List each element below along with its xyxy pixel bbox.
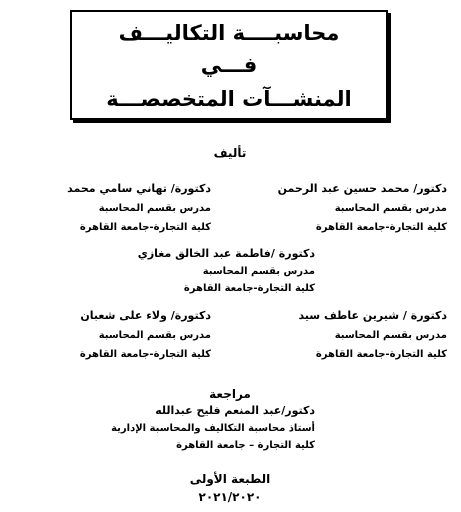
author-affiliation: كلية التجارة-جامعة القاهرة bbox=[315, 222, 447, 233]
author-affiliation: كلية التجارة-جامعة القاهرة bbox=[183, 283, 315, 294]
author-position: مدرس بقسم المحاسبة bbox=[98, 203, 211, 214]
author-name: دكتورة /فاطمة عبد الخالق مغازي bbox=[137, 247, 315, 260]
author-position: مدرس بقسم المحاسبة bbox=[334, 203, 447, 214]
author-position: مدرس بقسم المحاسبة bbox=[202, 266, 315, 277]
title-line-3: المنشـــآت المتخصصـــة bbox=[106, 87, 352, 111]
author-block bbox=[138, 247, 315, 295]
review-label: مراجعة bbox=[209, 387, 251, 401]
authorship-label: تأليف bbox=[213, 146, 247, 160]
author-block bbox=[67, 182, 211, 234]
author-name: دكتورة/ تهاني سامي محمد bbox=[67, 182, 211, 195]
author-position: مدرس بقسم المحاسبة bbox=[98, 330, 211, 341]
author-block bbox=[80, 309, 211, 361]
author-block bbox=[298, 309, 447, 361]
author-affiliation: كلية التجارة-جامعة القاهرة bbox=[79, 222, 211, 233]
edition: الطبعة الأولى bbox=[189, 472, 271, 486]
author-affiliation: كلية التجارة-جامعة القاهرة bbox=[79, 349, 211, 360]
author-affiliation: كلية التجارة-جامعة القاهرة bbox=[315, 349, 447, 360]
reviewer-position: أستاذ محاسبة التكاليف والمحاسبة الإدارية bbox=[111, 423, 315, 434]
reviewer-block bbox=[111, 404, 315, 452]
author-name: دكتورة / شيرين عاطف سيد bbox=[298, 309, 447, 322]
title-line-2: فـــي bbox=[200, 53, 258, 77]
year: ٢٠٢١/٢٠٢٠ bbox=[198, 490, 262, 504]
reviewer-name: دكتور/عبد المنعم فليح عبدالله bbox=[155, 404, 315, 417]
title-box bbox=[70, 10, 388, 120]
author-name: دكتور/ محمد حسين عبد الرحمن bbox=[277, 182, 447, 195]
reviewer-affiliation: كلية التجارة – جامعة القاهرة bbox=[176, 440, 315, 451]
title-line-1: محاسبــــة التكاليـــف bbox=[118, 21, 340, 45]
author-name: دكتورة/ ولاء على شعبان bbox=[80, 309, 211, 322]
author-position: مدرس بقسم المحاسبة bbox=[334, 330, 447, 341]
author-block bbox=[278, 182, 447, 234]
